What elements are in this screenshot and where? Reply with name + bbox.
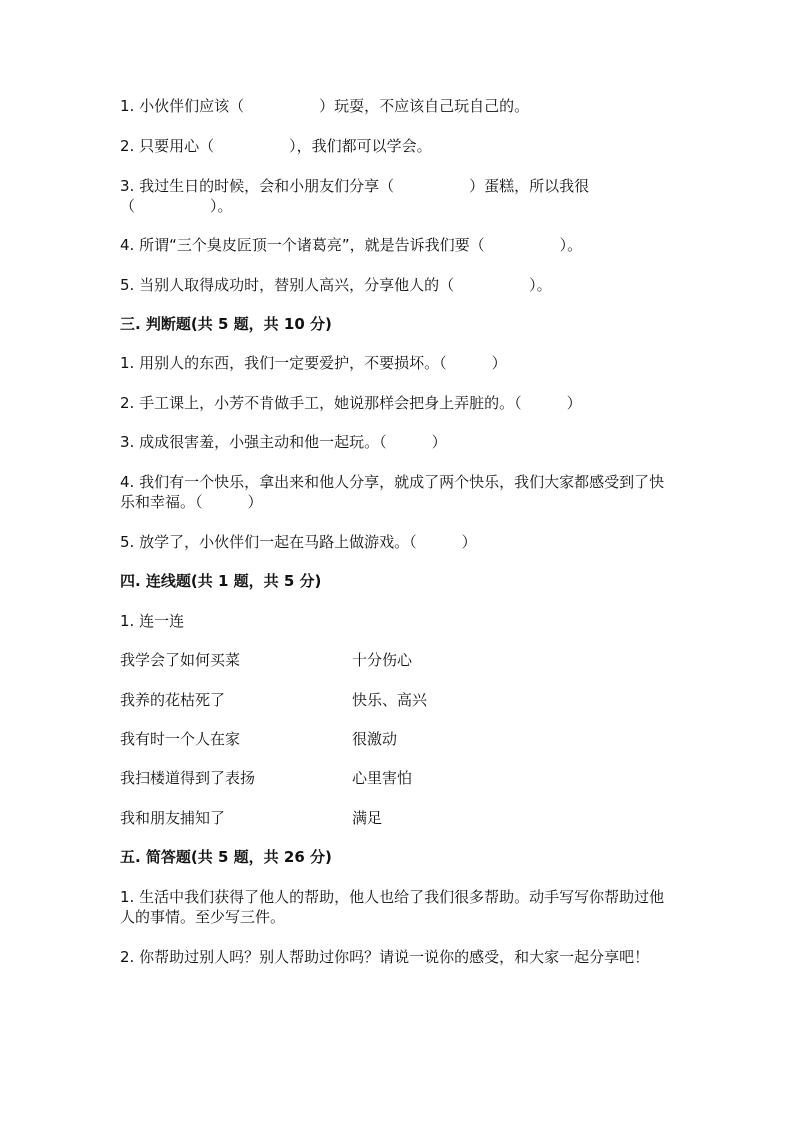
match-left-item-1: 我学会了如何买菜 bbox=[120, 651, 241, 669]
judge-item-5: 5. 放学了，小伙伴们一起在马路上做游戏。（ ） bbox=[120, 533, 477, 551]
short-answer-item-1: 1. 生活中我们获得了他人的帮助，他人也给了我们很多帮助。动手写写你帮助过他人的事情。至少写三件。 bbox=[120, 888, 665, 926]
match-left-item-3: 我有时一个人在家 bbox=[120, 730, 241, 748]
match-left-item-5: 我和朋友捕知了 bbox=[120, 809, 226, 827]
judge-item-4: 4. 我们有一个快乐，拿出来和他人分享，就成了两个快乐，我们大家都感受到了快乐和幸福。（ ） bbox=[120, 473, 665, 511]
match-right-item-3: 很激动 bbox=[352, 730, 398, 748]
match-left-item-4: 我扫楼道得到了表扬 bbox=[120, 769, 256, 787]
match-left-item-2: 我养的花枯死了 bbox=[120, 691, 226, 709]
match-right-item-5: 满足 bbox=[352, 809, 383, 827]
fill-blank-item-5: 5. 当别人取得成功时，替别人高兴，分享他人的（ ）。 bbox=[120, 276, 552, 294]
judge-item-3: 3. 成成很害羞，小强主动和他一起玩。（ ） bbox=[120, 433, 447, 451]
match-right-item-1: 十分伤心 bbox=[352, 651, 413, 669]
fill-blank-item-2: 2. 只要用心（ ），我们都可以学会。 bbox=[120, 137, 432, 155]
match-right-item-4: 心里害怕 bbox=[352, 769, 413, 787]
judge-item-1: 1. 用别人的东西，我们一定要爱护，不要损坏。（ ） bbox=[120, 354, 507, 372]
fill-blank-item-1: 1. 小伙伴们应该（ ）玩耍，不应该自己玩自己的。 bbox=[120, 97, 530, 115]
fill-blank-item-4: 4. 所谓“三个臭皮匠顶一个诸葛亮”，就是告诉我们要（ ）。 bbox=[120, 236, 583, 254]
match-section-heading: 四. 连线题(共 1 题，共 5 分) bbox=[120, 572, 322, 590]
judge-section-heading: 三. 判断题(共 5 题，共 10 分) bbox=[120, 315, 332, 333]
match-question: 1. 连一连 bbox=[120, 612, 185, 630]
fill-blank-item-3: 3. 我过生日的时候，会和小朋友们分享（ ）蛋糕，所以我很（ ）。 bbox=[120, 177, 590, 215]
judge-item-2: 2. 手工课上，小芳不肯做手工，她说那样会把身上弄脏的。（ ） bbox=[120, 394, 582, 412]
short-answer-item-2: 2. 你帮助过别人吗？别人帮助过你吗？请说一说你的感受，和大家一起分享吧！ bbox=[120, 948, 650, 966]
match-right-item-2: 快乐、高兴 bbox=[352, 691, 428, 709]
short-answer-section-heading: 五. 简答题(共 5 题，共 26 分) bbox=[120, 848, 332, 866]
